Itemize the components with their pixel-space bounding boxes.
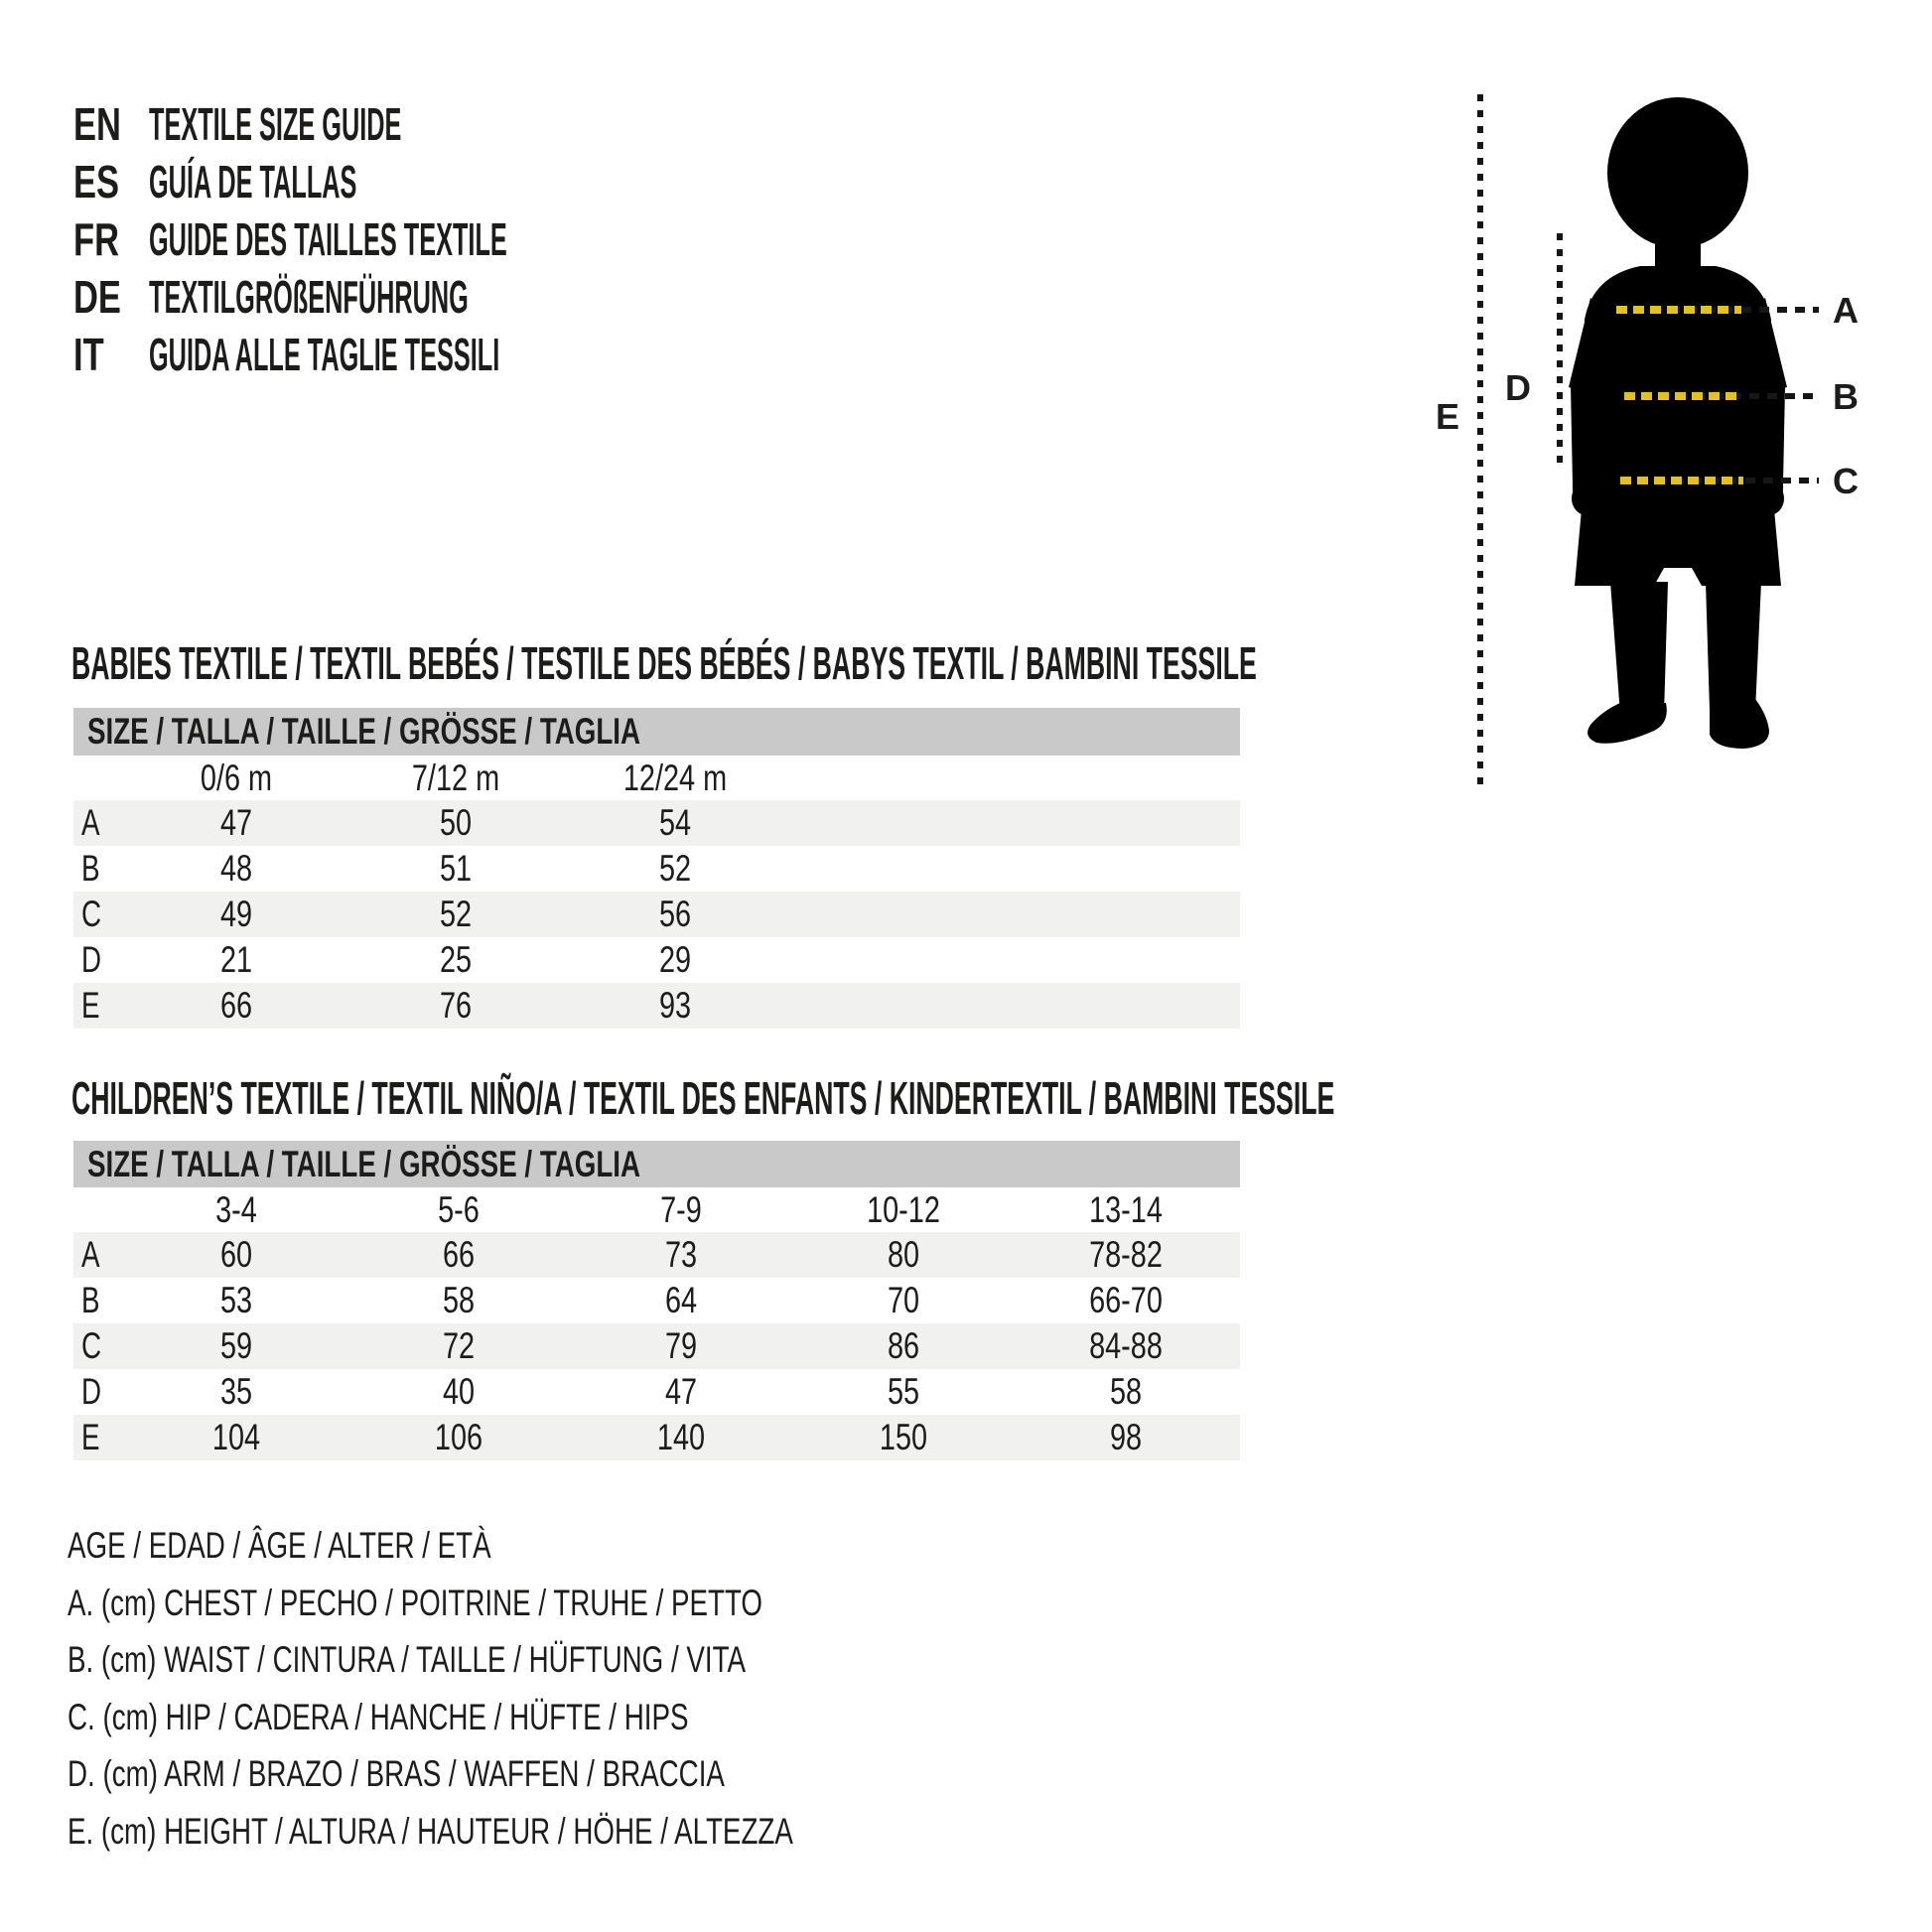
table-row	[73, 1278, 1240, 1323]
legend-chest: A. (cm) CHEST / PECHO / POITRINE / TRUHE / PETTO	[68, 1582, 763, 1623]
language-code: EN	[73, 98, 121, 150]
table-cell: 86	[887, 1325, 920, 1366]
table-cell: 49	[219, 894, 253, 934]
label-chest-A: A	[1833, 290, 1859, 331]
table-cell: 150	[879, 1417, 928, 1457]
language-title: TEXTILE SIZE GUIDE	[149, 98, 402, 150]
label-hip-C: C	[1833, 461, 1859, 501]
table-cell: 140	[656, 1417, 706, 1457]
row-label: D	[81, 939, 102, 980]
table-cell: 47	[219, 802, 253, 843]
table-cell: 66	[442, 1234, 476, 1275]
table-row	[73, 846, 1240, 892]
table-cell: 48	[219, 848, 253, 889]
table-cell: 98	[1109, 1417, 1143, 1457]
row-label: C	[81, 894, 102, 934]
table-cell: 58	[1109, 1371, 1143, 1412]
language-code: ES	[73, 156, 120, 207]
table-cell: 35	[219, 1371, 253, 1412]
table-row	[73, 1369, 1240, 1415]
legend-hip: C. (cm) HIP / CADERA / HANCHE / HÜFTE / HIPS	[68, 1696, 689, 1737]
table-cell: 80	[887, 1234, 920, 1275]
children-col-header: 13-14	[1089, 1188, 1163, 1230]
table-cell: 72	[442, 1325, 476, 1366]
label-arm-D: D	[1505, 367, 1531, 408]
label-waist-B: B	[1833, 376, 1859, 417]
babies-col-header: 7/12 m	[411, 757, 500, 798]
row-label: E	[81, 1417, 100, 1457]
table-cell: 54	[658, 802, 692, 843]
table-cell: 55	[887, 1371, 920, 1412]
row-label: C	[81, 1325, 102, 1366]
table-cell: 52	[658, 848, 692, 889]
legend-arm: D. (cm) ARM / BRAZO / BRAS / WAFFEN / BRACCIA	[68, 1753, 725, 1795]
table-cell: 29	[658, 939, 692, 980]
table-cell: 70	[887, 1280, 920, 1320]
row-label: A	[81, 1234, 100, 1275]
children-col-header: 10-12	[867, 1188, 940, 1230]
language-title: GUÍA DE TALLAS	[149, 156, 357, 207]
table-cell: 106	[434, 1417, 483, 1457]
child-silhouette-icon	[1360, 60, 1932, 824]
table-cell: 76	[439, 985, 473, 1026]
table-row	[73, 1323, 1240, 1369]
table-cell: 50	[439, 802, 473, 843]
table-cell: 93	[658, 985, 692, 1026]
language-title: TEXTILGRÖßENFÜHRUNG	[149, 271, 469, 323]
table-cell: 21	[219, 939, 253, 980]
table-cell: 56	[658, 894, 692, 934]
children-size-header-bar: SIZE / TALLA / TAILLE / GRÖSSE / TAGLIA	[73, 1141, 1240, 1187]
label-height-E: E	[1435, 396, 1459, 437]
babies-col-header: 12/24 m	[622, 757, 728, 798]
table-cell: 58	[442, 1280, 476, 1320]
table-row	[73, 937, 1240, 983]
row-label: B	[81, 1280, 100, 1320]
row-label: D	[81, 1371, 102, 1412]
legend-age: AGE / EDAD / ÂGE / ALTER / ETÀ	[68, 1525, 491, 1566]
table-cell: 59	[219, 1325, 253, 1366]
children-size-table	[73, 1187, 1240, 1460]
table-row	[73, 1232, 1240, 1278]
language-code: IT	[73, 329, 104, 380]
row-label: E	[81, 985, 100, 1026]
babies-column-header-row	[73, 756, 1240, 800]
table-cell: 53	[219, 1280, 253, 1320]
table-cell: 25	[439, 939, 473, 980]
measurement-legend	[68, 1517, 1035, 1861]
table-cell: 51	[439, 848, 473, 889]
legend-waist: B. (cm) WAIST / CINTURA / TAILLE / HÜFTUNG / VITA	[68, 1639, 747, 1681]
babies-col-header: 0/6 m	[200, 757, 273, 798]
legend-height: E. (cm) HEIGHT / ALTURA / HAUTEUR / HÖHE / ALTEZZA	[68, 1810, 793, 1852]
babies-size-header-bar: SIZE / TALLA / TAILLE / GRÖSSE / TAGLIA	[73, 708, 1240, 756]
table-cell: 66	[219, 985, 253, 1026]
table-cell: 104	[211, 1417, 261, 1457]
table-cell: 60	[219, 1234, 253, 1275]
child-measurement-diagram	[1360, 60, 1932, 824]
row-label: A	[81, 802, 100, 843]
children-col-header: 3-4	[215, 1188, 257, 1230]
table-cell: 84-88	[1089, 1325, 1163, 1366]
table-cell: 66-70	[1089, 1280, 1163, 1320]
babies-section-title: BABIES TEXTILE / TEXTIL BEBÉS / TESTILE DES BÉBÉS / BABYS TEXTIL / BAMBINI TESSILE	[71, 637, 1257, 689]
children-column-header-row	[73, 1187, 1240, 1232]
table-cell: 78-82	[1089, 1234, 1163, 1275]
language-code: DE	[73, 271, 121, 323]
table-row	[73, 800, 1240, 846]
children-section-title: CHILDREN’S TEXTILE / TEXTIL NIÑO/A / TEXTIL DES ENFANTS / KINDERTEXTIL / BAMBINI TESSILE	[71, 1072, 1335, 1124]
table-cell: 73	[664, 1234, 698, 1275]
table-row	[73, 1415, 1240, 1460]
language-code: FR	[73, 213, 119, 265]
babies-size-table	[73, 756, 1240, 1029]
table-cell: 40	[442, 1371, 476, 1412]
table-cell: 79	[664, 1325, 698, 1366]
language-title: GUIDE DES TAILLES TEXTILE	[149, 213, 507, 265]
table-row	[73, 983, 1240, 1029]
children-col-header: 7-9	[660, 1188, 702, 1230]
language-title: GUIDA ALLE TAGLIE TESSILI	[149, 329, 500, 380]
row-label: B	[81, 848, 100, 889]
table-row	[73, 892, 1240, 937]
table-cell: 47	[664, 1371, 698, 1412]
table-cell: 52	[439, 894, 473, 934]
table-cell: 64	[664, 1280, 698, 1320]
children-col-header: 5-6	[438, 1188, 480, 1230]
